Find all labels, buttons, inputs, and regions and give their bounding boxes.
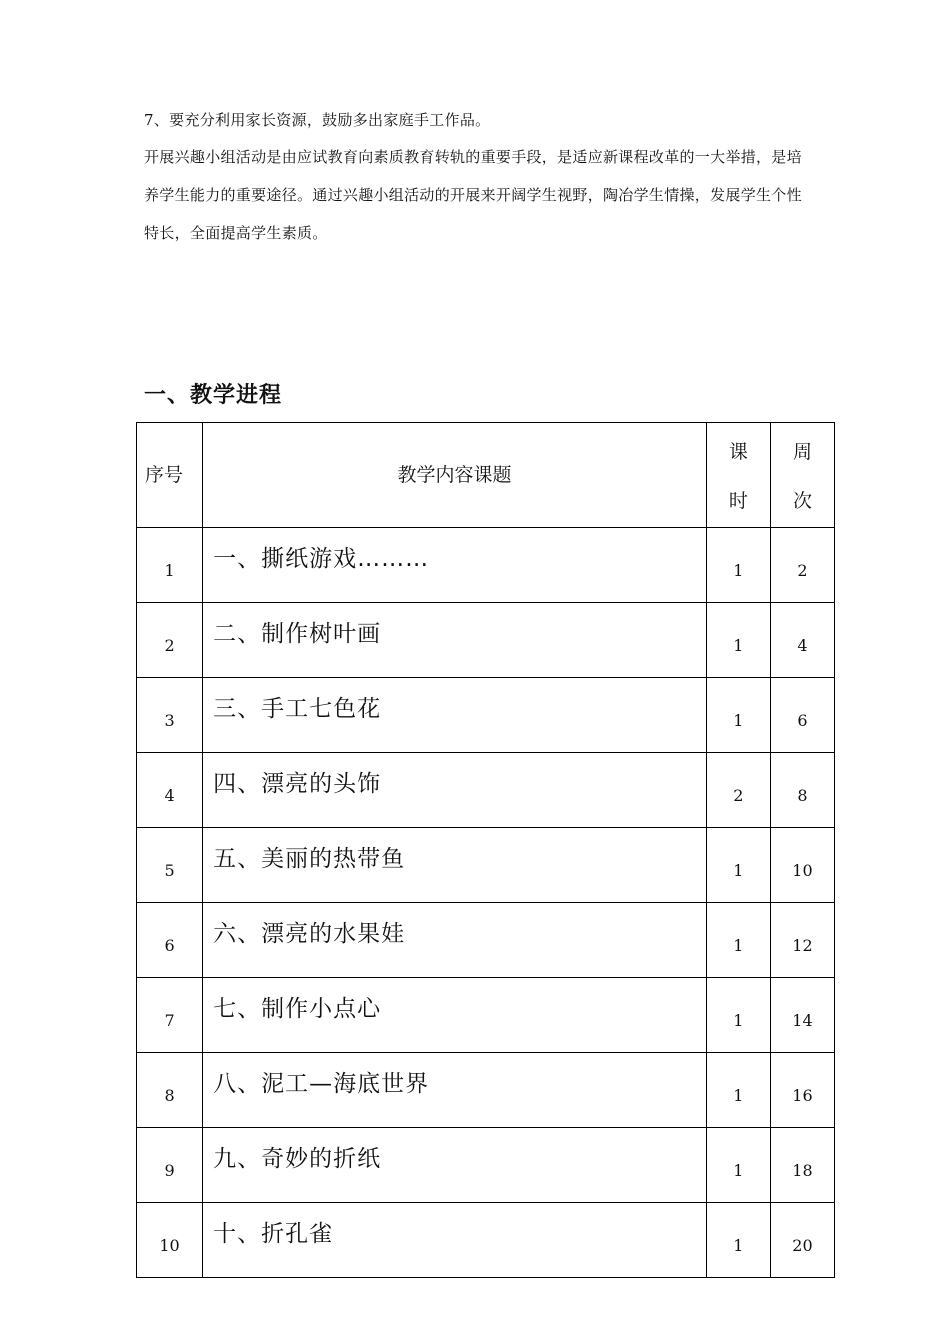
row-hours: 1 bbox=[706, 978, 770, 1053]
row-title: 六、漂亮的水果娃 bbox=[203, 903, 707, 978]
row-week: 6 bbox=[770, 678, 834, 753]
table-row bbox=[137, 753, 835, 828]
schedule-table bbox=[136, 422, 835, 1278]
row-seq: 3 bbox=[137, 678, 203, 753]
table-row bbox=[137, 1053, 835, 1128]
table-header-row bbox=[137, 423, 835, 528]
header-title: 教学内容课题 bbox=[203, 423, 707, 528]
row-week: 18 bbox=[770, 1128, 834, 1203]
table-row bbox=[137, 528, 835, 603]
row-hours: 1 bbox=[706, 1203, 770, 1278]
row-seq: 7 bbox=[137, 978, 203, 1053]
row-week: 20 bbox=[770, 1203, 834, 1278]
paragraph-purpose: 开展兴趣小组活动是由应试教育向素质教育转轨的重要手段，是适应新课程改革的一大举措，是培养学生能力的重要途径。通过兴趣小组活动的开展来开阔学生视野，陶冶学生情操，发展学生个性特长，全面提高学生素质。 bbox=[144, 148, 802, 242]
row-hours: 1 bbox=[706, 828, 770, 903]
row-title: 十、折孔雀 bbox=[203, 1203, 707, 1278]
table-row bbox=[137, 603, 835, 678]
row-seq: 4 bbox=[137, 753, 203, 828]
row-title: 八、泥工—海底世界 bbox=[203, 1053, 707, 1128]
section-heading: 一、教学进程 bbox=[144, 383, 283, 408]
row-title: 二、制作树叶画 bbox=[203, 603, 707, 678]
table-row bbox=[137, 903, 835, 978]
table-row bbox=[137, 678, 835, 753]
header-seq: 序号 bbox=[137, 423, 203, 528]
table-row bbox=[137, 828, 835, 903]
header-week bbox=[770, 423, 834, 528]
paragraph-resources: 7、要充分利用家长资源，鼓励多出家庭手工作品。 bbox=[144, 111, 491, 129]
row-week: 14 bbox=[770, 978, 834, 1053]
row-seq: 6 bbox=[137, 903, 203, 978]
row-hours: 1 bbox=[706, 1128, 770, 1203]
header-hours-line2: 时 bbox=[728, 490, 748, 512]
row-week: 12 bbox=[770, 903, 834, 978]
header-hours-line1: 课 bbox=[728, 441, 748, 463]
row-hours: 1 bbox=[706, 1053, 770, 1128]
row-week: 4 bbox=[770, 603, 834, 678]
row-title: 四、漂亮的头饰 bbox=[203, 753, 707, 828]
row-seq: 5 bbox=[137, 828, 203, 903]
row-hours: 1 bbox=[706, 528, 770, 603]
row-hours: 1 bbox=[706, 603, 770, 678]
row-seq: 1 bbox=[137, 528, 203, 603]
row-week: 8 bbox=[770, 753, 834, 828]
row-seq: 2 bbox=[137, 603, 203, 678]
table-row bbox=[137, 978, 835, 1053]
row-week: 16 bbox=[770, 1053, 834, 1128]
row-seq: 10 bbox=[137, 1203, 203, 1278]
row-title: 五、美丽的热带鱼 bbox=[203, 828, 707, 903]
row-title: 七、制作小点心 bbox=[203, 978, 707, 1053]
header-hours bbox=[706, 423, 770, 528]
header-week-line1: 周 bbox=[792, 441, 812, 463]
row-week: 10 bbox=[770, 828, 834, 903]
row-seq: 8 bbox=[137, 1053, 203, 1128]
table-row bbox=[137, 1128, 835, 1203]
row-week: 2 bbox=[770, 528, 834, 603]
row-hours: 1 bbox=[706, 678, 770, 753]
row-seq: 9 bbox=[137, 1128, 203, 1203]
row-title: 三、手工七色花 bbox=[203, 678, 707, 753]
header-week-line2: 次 bbox=[792, 490, 812, 512]
row-hours: 2 bbox=[706, 753, 770, 828]
row-title: 九、奇妙的折纸 bbox=[203, 1128, 707, 1203]
row-title: 一、撕纸游戏……… bbox=[203, 528, 707, 603]
row-hours: 1 bbox=[706, 903, 770, 978]
table-row bbox=[137, 1203, 835, 1278]
